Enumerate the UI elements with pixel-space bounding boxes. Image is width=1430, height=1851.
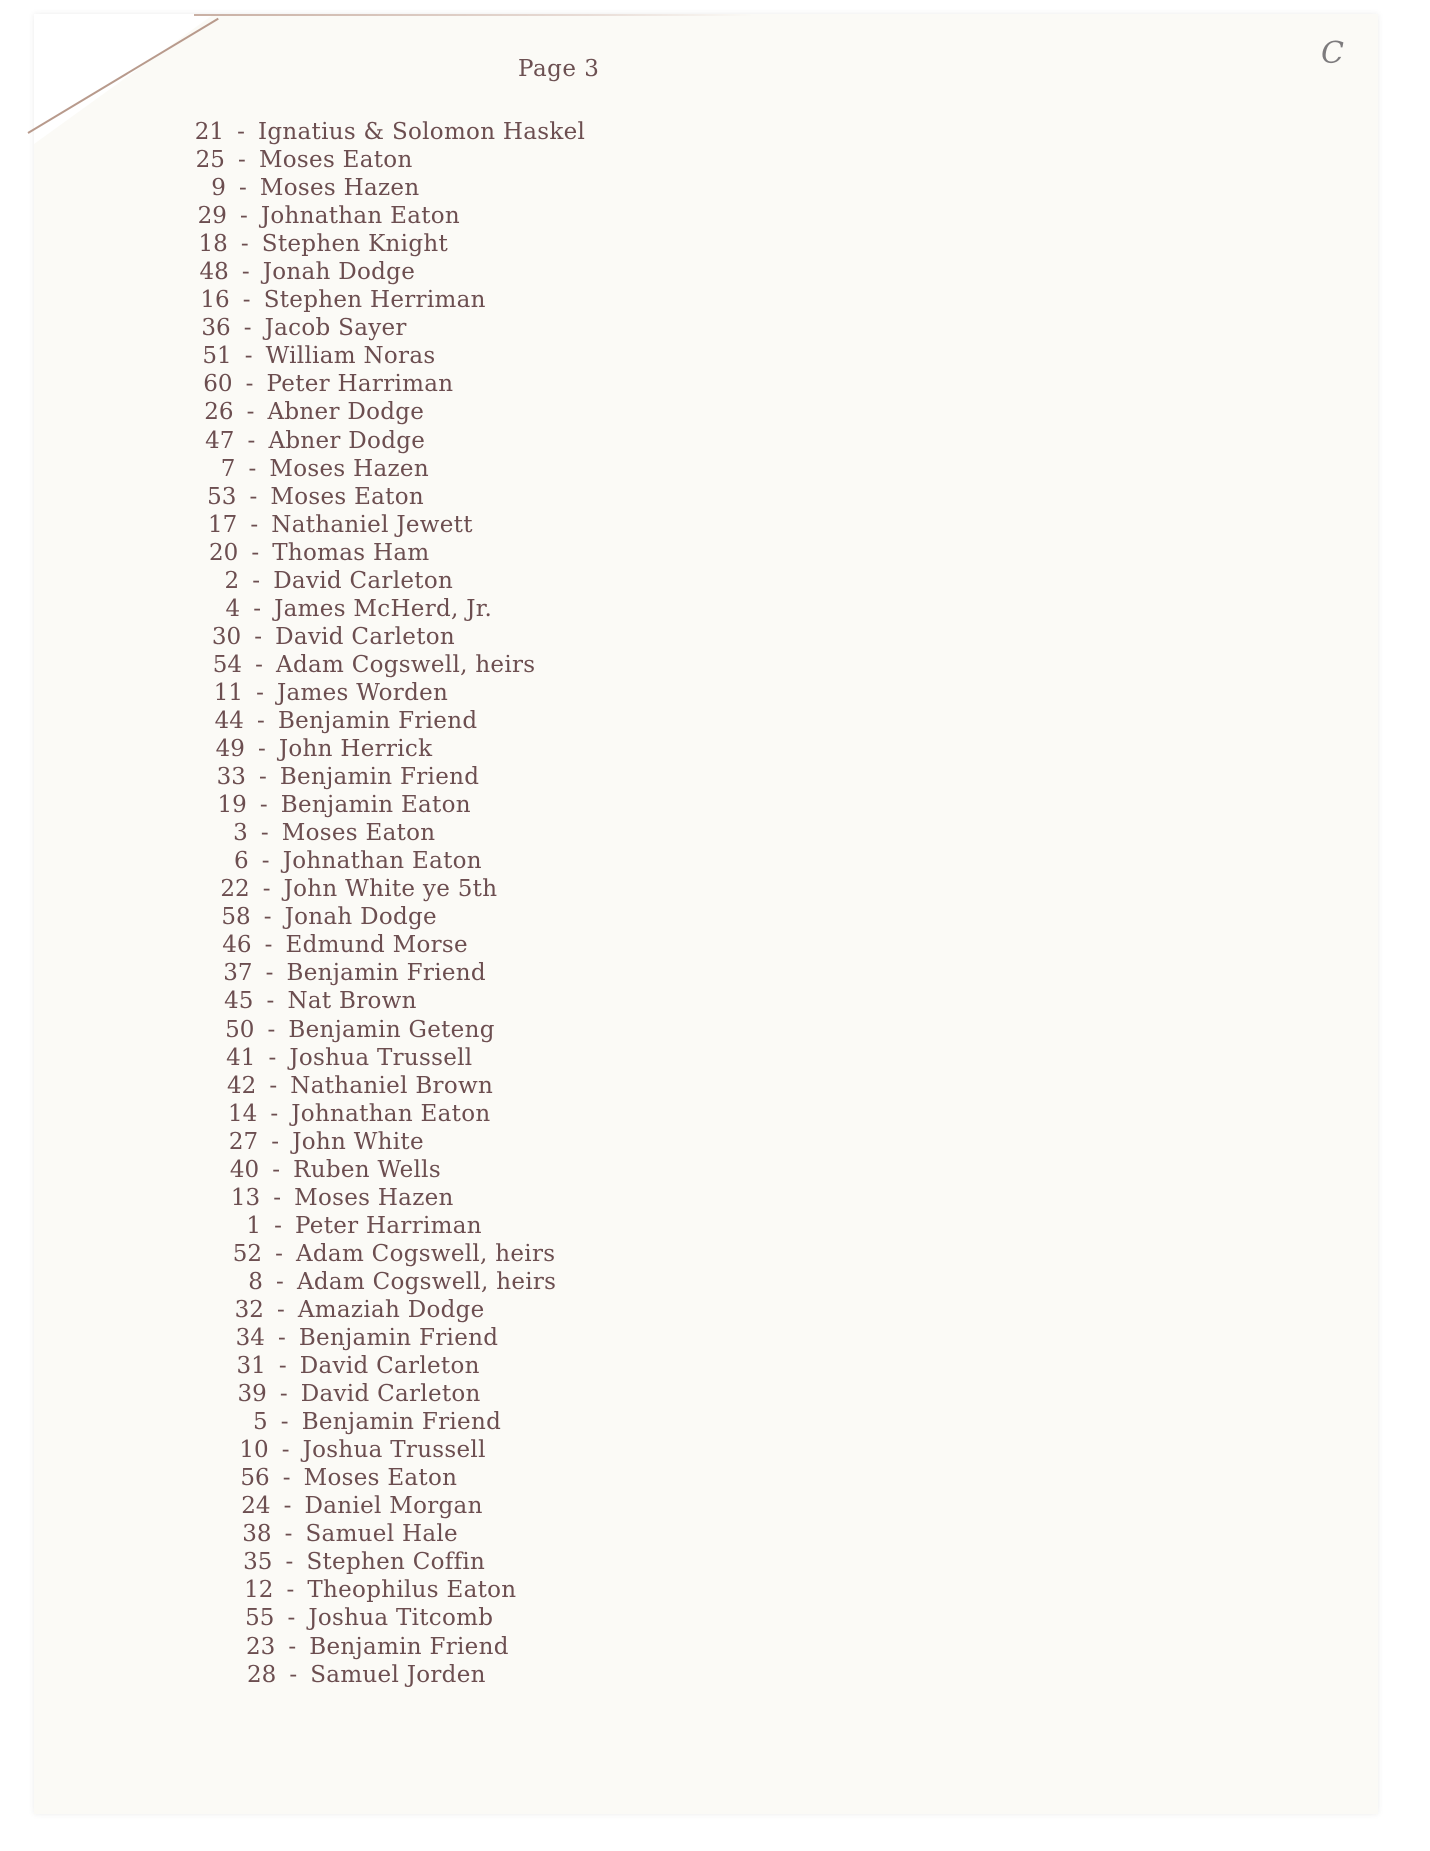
owner-name: Thomas Ham <box>272 539 430 566</box>
separator-dash: - <box>257 707 265 734</box>
owner-name: Joshua Titcomb <box>308 1605 494 1632</box>
lot-number: 51 <box>202 343 232 370</box>
owner-name: Adam Cogswell, heirs <box>276 651 536 678</box>
separator-dash: - <box>264 932 273 959</box>
lot-number: 55 <box>245 1605 275 1632</box>
list-item <box>194 146 585 174</box>
list-item <box>194 1661 585 1689</box>
separator-dash: - <box>288 1633 297 1660</box>
owner-name: Nat Brown <box>287 988 417 1015</box>
lot-number: 32 <box>234 1296 264 1323</box>
separator-dash: - <box>243 315 252 342</box>
separator-dash: - <box>286 1577 295 1604</box>
lot-number: 4 <box>225 595 241 622</box>
list-item <box>194 286 585 314</box>
separator-dash: - <box>285 1549 294 1576</box>
list-item <box>194 1184 585 1212</box>
list-item <box>194 987 585 1015</box>
lot-number: 53 <box>207 483 237 510</box>
list-item <box>194 370 585 398</box>
list-item <box>194 258 585 286</box>
separator-dash: - <box>266 988 275 1015</box>
page-label: Page 3 <box>518 56 600 82</box>
owner-name: Nathaniel Brown <box>290 1072 494 1099</box>
owner-name: Abner Dodge <box>268 427 426 454</box>
separator-dash: - <box>239 175 247 202</box>
owner-name: Jonah Dodge <box>284 904 437 931</box>
lot-number: 20 <box>208 539 239 566</box>
separator-dash: - <box>262 876 271 903</box>
separator-dash: - <box>277 1325 286 1352</box>
lot-number: 42 <box>227 1072 257 1099</box>
list-item <box>194 1380 585 1408</box>
lot-number: 39 <box>237 1381 267 1408</box>
separator-dash: - <box>260 820 269 847</box>
list-item <box>194 623 585 651</box>
lot-number: 31 <box>236 1353 266 1380</box>
owner-name: David Carleton <box>300 1381 481 1408</box>
owner-name: Moses Eaton <box>270 483 424 510</box>
lot-number: 49 <box>215 736 245 763</box>
lot-number: 41 <box>226 1044 256 1071</box>
owner-name: Edmund Morse <box>285 932 468 959</box>
separator-dash: - <box>242 287 251 314</box>
lot-number: 3 <box>233 820 248 847</box>
separator-dash: - <box>248 455 257 482</box>
separator-dash: - <box>249 483 258 510</box>
corner-mark: C <box>1321 36 1344 71</box>
separator-dash: - <box>289 1661 298 1688</box>
owner-name: Benjamin Geteng <box>288 1016 495 1043</box>
owner-name: James Worden <box>277 679 449 706</box>
list-item <box>194 1156 585 1184</box>
separator-dash: - <box>267 1016 276 1043</box>
separator-dash: - <box>244 343 253 370</box>
lot-number: 10 <box>239 1437 269 1464</box>
list-item <box>194 1548 585 1576</box>
list-item <box>194 455 585 483</box>
list-item <box>194 427 585 455</box>
list-item <box>194 679 585 707</box>
separator-dash: - <box>277 1296 285 1323</box>
separator-dash: - <box>254 623 262 650</box>
list-item <box>194 511 585 539</box>
owner-name: Moses Hazen <box>269 455 429 482</box>
separator-dash: - <box>237 119 245 145</box>
lot-list <box>194 118 585 1689</box>
owner-name: John White <box>292 1128 424 1155</box>
owner-name: Stephen Herriman <box>263 287 486 314</box>
lot-number: 38 <box>242 1521 272 1548</box>
lot-number: 22 <box>220 876 250 903</box>
separator-dash: - <box>245 371 254 398</box>
owner-name: David Carleton <box>275 623 456 650</box>
list-item <box>194 202 585 230</box>
lot-number: 26 <box>204 399 234 426</box>
list-item <box>194 1408 585 1436</box>
owner-name: Samuel Jorden <box>310 1661 486 1688</box>
list-item <box>194 1044 585 1072</box>
lot-number: 46 <box>222 932 252 959</box>
owner-name: Johnathan Eaton <box>260 203 461 230</box>
lot-number: 21 <box>194 119 224 145</box>
lot-number: 2 <box>224 567 240 594</box>
separator-dash: - <box>265 960 274 987</box>
list-item <box>194 1016 585 1044</box>
lot-number: 19 <box>217 792 247 819</box>
owner-name: Adam Cogswell, heirs <box>296 1240 556 1267</box>
list-item <box>194 903 585 931</box>
owner-name: Benjamin Friend <box>286 960 486 987</box>
list-item <box>194 1296 585 1324</box>
lot-number: 24 <box>241 1493 271 1520</box>
separator-dash: - <box>261 848 270 875</box>
separator-dash: - <box>282 1465 291 1492</box>
lot-number: 25 <box>195 147 225 174</box>
lot-number: 33 <box>216 764 246 791</box>
owner-name: Theophilus Eaton <box>307 1577 517 1604</box>
lot-number: 47 <box>205 427 235 454</box>
lot-number: 54 <box>212 651 243 678</box>
owner-name: Moses Eaton <box>258 147 413 174</box>
separator-dash: - <box>271 1128 280 1155</box>
owner-name: Stephen Knight <box>261 231 449 258</box>
separator-dash: - <box>256 679 264 706</box>
lot-number: 23 <box>246 1633 276 1660</box>
lot-number: 6 <box>234 848 249 875</box>
lot-number: 27 <box>228 1128 259 1155</box>
list-item <box>194 1492 585 1520</box>
list-item <box>194 707 585 735</box>
list-item <box>194 483 585 511</box>
list-item <box>194 595 585 623</box>
separator-dash: - <box>238 147 246 174</box>
separator-dash: - <box>273 1184 281 1211</box>
list-item <box>194 1212 585 1240</box>
lot-number: 1 <box>246 1212 262 1239</box>
separator-dash: - <box>258 764 267 791</box>
list-item <box>194 1576 585 1604</box>
list-item <box>194 1240 585 1268</box>
separator-dash: - <box>269 1072 278 1099</box>
separator-dash: - <box>279 1381 288 1408</box>
lot-number: 60 <box>203 371 233 398</box>
lot-number: 14 <box>227 1100 258 1127</box>
owner-name: David Carleton <box>273 567 454 594</box>
separator-dash: - <box>268 1044 277 1071</box>
list-item <box>194 763 585 791</box>
list-item <box>194 1436 585 1464</box>
owner-name: Joshua Trussell <box>289 1044 473 1071</box>
owner-name: Moses Eaton <box>281 820 436 847</box>
list-item <box>194 791 585 819</box>
separator-dash: - <box>240 231 249 258</box>
list-item <box>194 539 585 567</box>
owner-name: David Carleton <box>299 1353 480 1380</box>
separator-dash: - <box>283 1493 292 1520</box>
lot-number: 28 <box>246 1661 277 1688</box>
lot-number: 16 <box>200 287 230 314</box>
owner-name: Adam Cogswell, heirs <box>296 1268 557 1295</box>
list-item <box>194 314 585 342</box>
owner-name: Jacob Sayer <box>264 315 407 342</box>
separator-dash: - <box>276 1268 284 1295</box>
list-item <box>194 1352 585 1380</box>
separator-dash: - <box>284 1521 293 1548</box>
owner-name: William Noras <box>265 343 436 370</box>
owner-name: Nathaniel Jewett <box>271 511 473 538</box>
lot-number: 30 <box>211 623 242 650</box>
list-item <box>194 819 585 847</box>
list-item <box>194 875 585 903</box>
list-item <box>194 1072 585 1100</box>
list-item <box>194 342 585 370</box>
list-item <box>194 1324 585 1352</box>
owner-name: Benjamin Eaton <box>280 792 471 819</box>
separator-dash: - <box>270 1100 279 1127</box>
lot-number: 58 <box>221 904 251 931</box>
list-item <box>194 1268 585 1296</box>
separator-dash: - <box>255 651 263 678</box>
lot-number: 44 <box>214 707 244 734</box>
lot-number: 50 <box>225 1016 255 1043</box>
lot-number: 8 <box>248 1268 263 1295</box>
lot-number: 34 <box>235 1325 265 1352</box>
owner-name: James McHerd, Jr. <box>274 595 493 622</box>
folded-corner <box>34 14 214 144</box>
owner-name: Moses Hazen <box>294 1184 454 1211</box>
lot-number: 48 <box>199 259 229 286</box>
list-item <box>194 230 585 258</box>
owner-name: Samuel Hale <box>305 1521 458 1548</box>
list-item <box>194 651 585 679</box>
owner-name: Peter Harriman <box>266 371 454 398</box>
lot-number: 12 <box>244 1577 274 1604</box>
list-item <box>194 1128 585 1156</box>
list-item <box>194 567 585 595</box>
paper-sheet <box>34 14 1378 1814</box>
separator-dash: - <box>246 399 255 426</box>
list-item <box>194 174 585 202</box>
list-item <box>194 735 585 763</box>
lot-number: 18 <box>198 231 228 258</box>
owner-name: John Herrick <box>278 736 433 763</box>
list-item <box>194 398 585 426</box>
owner-name: John White ye 5th <box>283 876 498 903</box>
separator-dash: - <box>239 203 248 230</box>
owner-name: Amaziah Dodge <box>297 1296 485 1323</box>
separator-dash: - <box>281 1437 290 1464</box>
owner-name: Moses Hazen <box>259 175 420 202</box>
separator-dash: - <box>241 259 250 286</box>
separator-dash: - <box>280 1409 289 1436</box>
separator-dash: - <box>263 904 272 931</box>
separator-dash: - <box>252 567 261 594</box>
lot-number: 56 <box>240 1465 270 1492</box>
list-item <box>194 1464 585 1492</box>
lot-number: 37 <box>223 960 253 987</box>
owner-name: Moses Eaton <box>303 1465 458 1492</box>
lot-number: 5 <box>253 1409 268 1436</box>
separator-dash: - <box>278 1353 287 1380</box>
owner-name: Benjamin Friend <box>298 1325 499 1352</box>
owner-name: Abner Dodge <box>267 399 425 426</box>
separator-dash: - <box>251 539 260 566</box>
list-item <box>194 118 585 146</box>
top-edge-line <box>194 14 754 16</box>
lot-number: 11 <box>213 679 243 706</box>
owner-name: Stephen Coffin <box>306 1549 486 1576</box>
owner-name: Jonah Dodge <box>262 259 416 286</box>
lot-number: 9 <box>211 175 226 202</box>
separator-dash: - <box>247 427 256 454</box>
separator-dash: - <box>274 1212 282 1239</box>
owner-name: Benjamin Friend <box>277 707 478 734</box>
owner-name: Benjamin Friend <box>279 764 480 791</box>
list-item <box>194 1100 585 1128</box>
owner-name: Benjamin Friend <box>309 1633 509 1660</box>
list-item <box>194 1604 585 1632</box>
separator-dash: - <box>287 1605 296 1632</box>
lot-number: 17 <box>208 511 238 538</box>
lot-number: 36 <box>201 315 231 342</box>
list-item <box>194 847 585 875</box>
separator-dash: - <box>272 1156 281 1183</box>
separator-dash: - <box>253 595 262 622</box>
lot-number: 7 <box>220 455 236 482</box>
lot-number: 52 <box>232 1240 262 1267</box>
list-item <box>194 931 585 959</box>
lot-number: 35 <box>243 1549 273 1576</box>
separator-dash: - <box>259 792 268 819</box>
owner-name: Ruben Wells <box>293 1156 441 1183</box>
owner-name: Johnathan Eaton <box>291 1100 491 1127</box>
owner-name: Ignatius & Solomon Haskel <box>258 119 586 145</box>
lot-number: 13 <box>230 1184 261 1211</box>
separator-dash: - <box>258 736 266 763</box>
separator-dash: - <box>275 1240 283 1267</box>
owner-name: Daniel Morgan <box>304 1493 483 1520</box>
lot-number: 45 <box>224 988 254 1015</box>
list-item <box>194 1520 585 1548</box>
lot-number: 40 <box>229 1156 260 1183</box>
lot-number: 29 <box>197 203 227 230</box>
owner-name: Benjamin Friend <box>301 1409 502 1436</box>
owner-name: Johnathan Eaton <box>282 848 482 875</box>
owner-name: Joshua Trussell <box>302 1437 486 1464</box>
list-item <box>194 959 585 987</box>
list-item <box>194 1633 585 1661</box>
separator-dash: - <box>250 511 259 538</box>
owner-name: Peter Harriman <box>295 1212 482 1239</box>
